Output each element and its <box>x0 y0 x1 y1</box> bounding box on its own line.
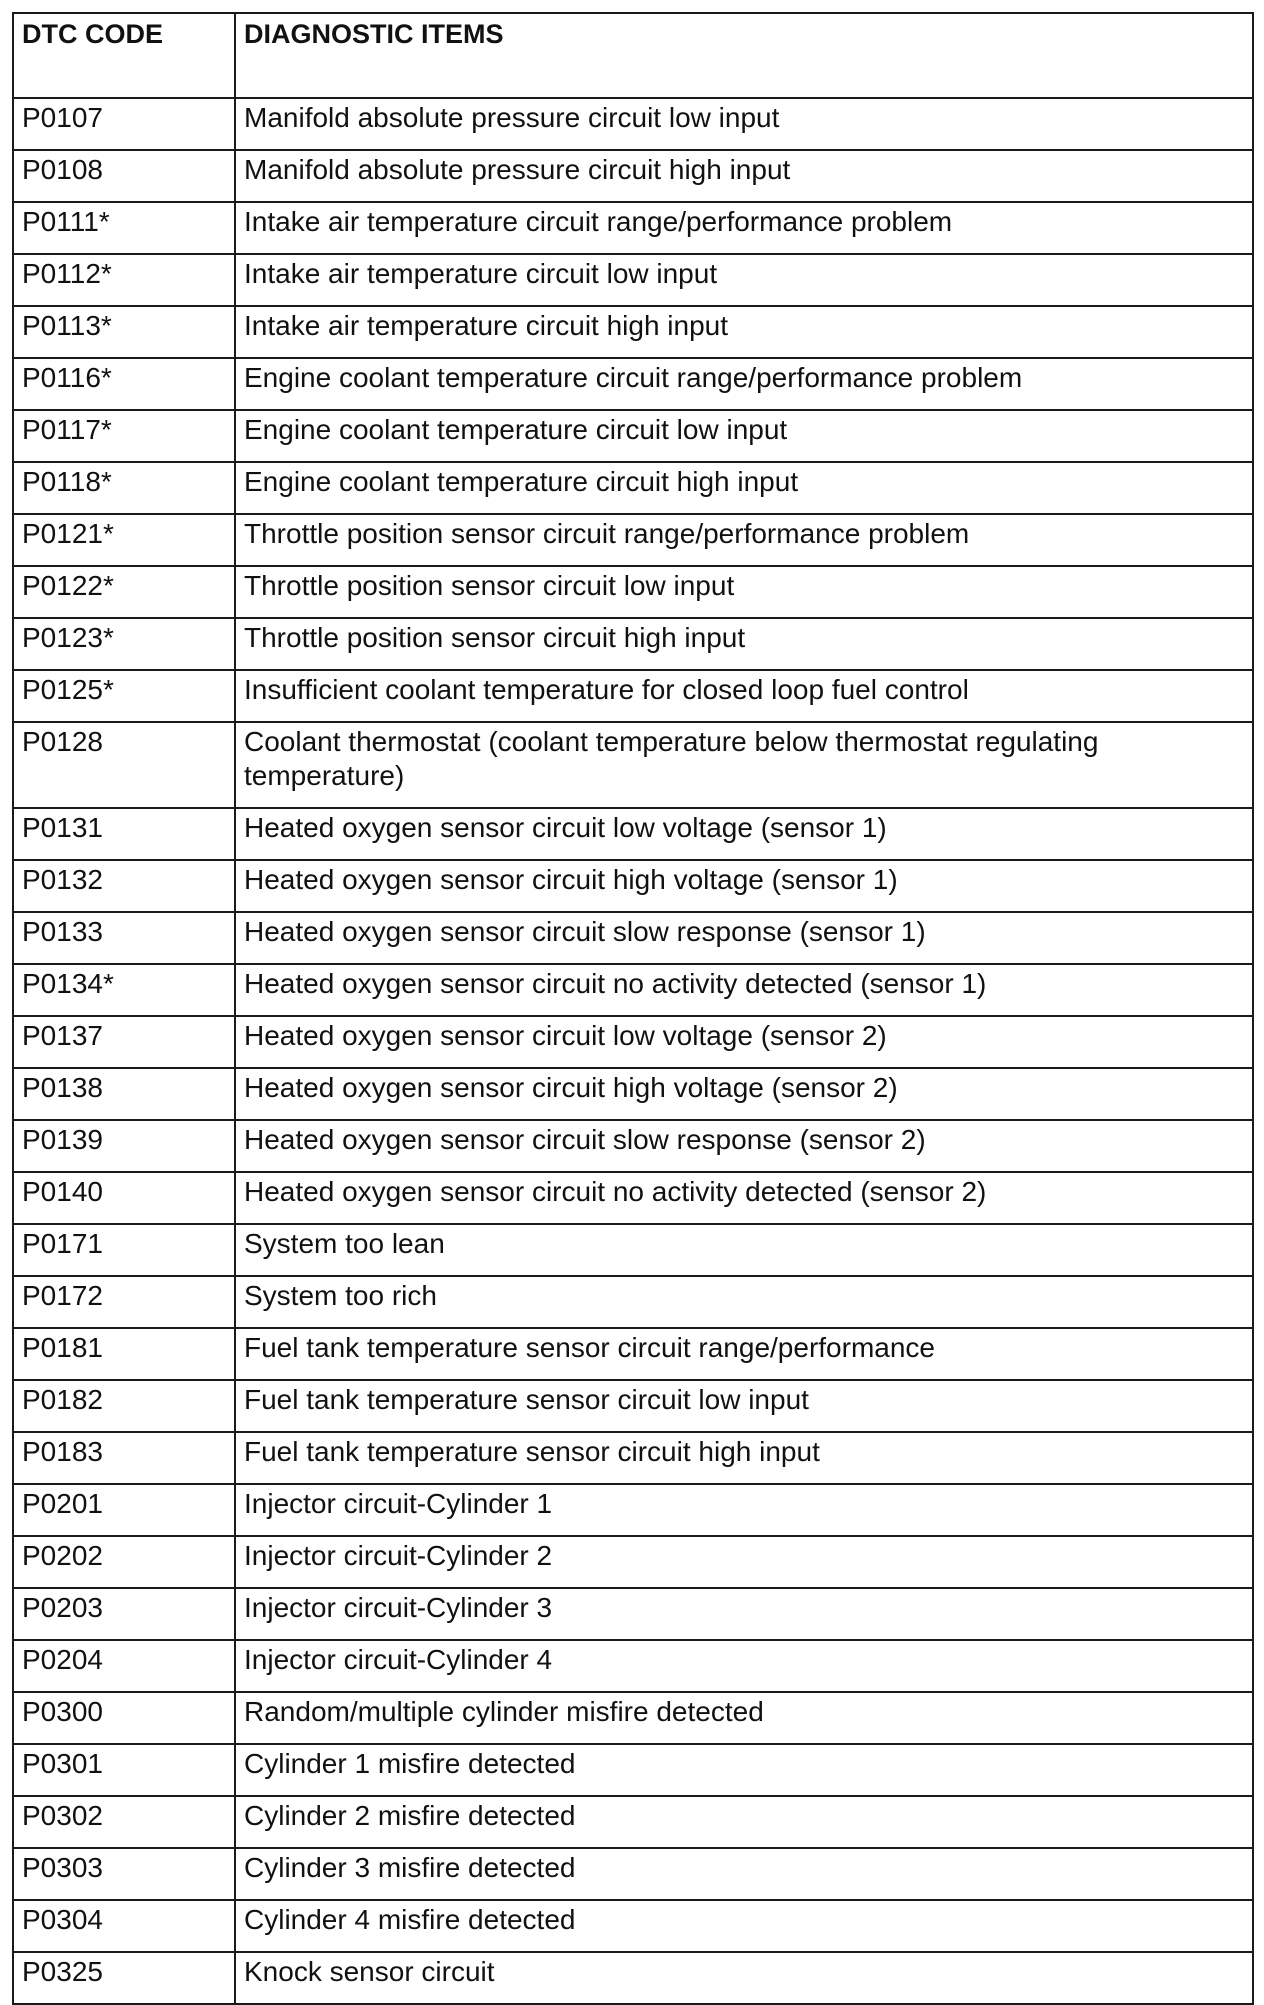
dtc-code-cell: P0140 <box>13 1172 235 1224</box>
diagnostic-item-cell: Fuel tank temperature sensor circuit low input <box>235 1380 1253 1432</box>
dtc-code-cell: P0118* <box>13 462 235 514</box>
diagnostic-item-cell: Coolant thermostat (coolant temperature below thermostat regulating temperature) <box>235 722 1253 808</box>
diagnostic-item-cell: Injector circuit-Cylinder 3 <box>235 1588 1253 1640</box>
dtc-code-cell: P0302 <box>13 1796 235 1848</box>
dtc-code-cell: P0182 <box>13 1380 235 1432</box>
table-row <box>13 1068 1253 1120</box>
dtc-code-cell: P0107 <box>13 98 235 150</box>
diagnostic-item-cell: Intake air temperature circuit low input <box>235 254 1253 306</box>
dtc-code-cell: P0122* <box>13 566 235 618</box>
table-row <box>13 1120 1253 1172</box>
table-row <box>13 1640 1253 1692</box>
diagnostic-item-cell: Cylinder 2 misfire detected <box>235 1796 1253 1848</box>
dtc-code-cell: P0116* <box>13 358 235 410</box>
dtc-table <box>12 12 1254 2005</box>
dtc-code-cell: P0132 <box>13 860 235 912</box>
diagnostic-item-cell: Injector circuit-Cylinder 4 <box>235 1640 1253 1692</box>
dtc-code-cell: P0301 <box>13 1744 235 1796</box>
table-row <box>13 202 1253 254</box>
table-row <box>13 1432 1253 1484</box>
diagnostic-item-cell: Cylinder 4 misfire detected <box>235 1900 1253 1952</box>
table-row <box>13 514 1253 566</box>
table-row <box>13 808 1253 860</box>
dtc-code-cell: P0203 <box>13 1588 235 1640</box>
table-row <box>13 358 1253 410</box>
diagnostic-item-cell: Insufficient coolant temperature for closed loop fuel control <box>235 670 1253 722</box>
dtc-code-cell: P0125* <box>13 670 235 722</box>
dtc-code-cell: P0201 <box>13 1484 235 1536</box>
dtc-code-cell: P0108 <box>13 150 235 202</box>
table-row <box>13 410 1253 462</box>
diagnostic-item-cell: Throttle position sensor circuit low input <box>235 566 1253 618</box>
diagnostic-item-cell: Fuel tank temperature sensor circuit range/performance <box>235 1328 1253 1380</box>
dtc-code-cell: P0128 <box>13 722 235 808</box>
diagnostic-item-cell: Injector circuit-Cylinder 1 <box>235 1484 1253 1536</box>
diagnostic-item-cell: Heated oxygen sensor circuit no activity detected (sensor 2) <box>235 1172 1253 1224</box>
diagnostic-item-cell: Random/multiple cylinder misfire detected <box>235 1692 1253 1744</box>
dtc-code-cell: P0304 <box>13 1900 235 1952</box>
header-dtc-code: DTC CODE <box>13 13 235 98</box>
table-row <box>13 1536 1253 1588</box>
table-row <box>13 1484 1253 1536</box>
diagnostic-item-cell: Cylinder 1 misfire detected <box>235 1744 1253 1796</box>
dtc-code-cell: P0138 <box>13 1068 235 1120</box>
dtc-code-cell: P0202 <box>13 1536 235 1588</box>
diagnostic-item-cell: Engine coolant temperature circuit low input <box>235 410 1253 462</box>
table-row <box>13 98 1253 150</box>
table-row <box>13 1744 1253 1796</box>
table-row <box>13 306 1253 358</box>
dtc-code-cell: P0139 <box>13 1120 235 1172</box>
dtc-code-cell: P0183 <box>13 1432 235 1484</box>
table-row <box>13 254 1253 306</box>
table-row <box>13 1692 1253 1744</box>
diagnostic-item-cell: Heated oxygen sensor circuit slow response (sensor 2) <box>235 1120 1253 1172</box>
table-row <box>13 1952 1253 2004</box>
diagnostic-item-cell: Heated oxygen sensor circuit high voltage (sensor 1) <box>235 860 1253 912</box>
table-row <box>13 912 1253 964</box>
dtc-code-cell: P0131 <box>13 808 235 860</box>
dtc-code-cell: P0172 <box>13 1276 235 1328</box>
table-row <box>13 1848 1253 1900</box>
table-row <box>13 1172 1253 1224</box>
dtc-code-cell: P0181 <box>13 1328 235 1380</box>
diagnostic-item-cell: System too lean <box>235 1224 1253 1276</box>
table-row <box>13 618 1253 670</box>
table-row <box>13 860 1253 912</box>
diagnostic-item-cell: System too rich <box>235 1276 1253 1328</box>
diagnostic-item-cell: Intake air temperature circuit high input <box>235 306 1253 358</box>
table-row <box>13 1328 1253 1380</box>
diagnostic-item-cell: Fuel tank temperature sensor circuit high input <box>235 1432 1253 1484</box>
diagnostic-item-cell: Throttle position sensor circuit range/performance problem <box>235 514 1253 566</box>
dtc-code-cell: P0123* <box>13 618 235 670</box>
diagnostic-item-cell: Manifold absolute pressure circuit high input <box>235 150 1253 202</box>
dtc-code-cell: P0117* <box>13 410 235 462</box>
table-row <box>13 1588 1253 1640</box>
table-row <box>13 1900 1253 1952</box>
diagnostic-item-cell: Heated oxygen sensor circuit low voltage (sensor 2) <box>235 1016 1253 1068</box>
diagnostic-item-cell: Engine coolant temperature circuit high input <box>235 462 1253 514</box>
table-row <box>13 1224 1253 1276</box>
dtc-code-cell: P0112* <box>13 254 235 306</box>
dtc-code-cell: P0325 <box>13 1952 235 2004</box>
diagnostic-item-cell: Throttle position sensor circuit high input <box>235 618 1253 670</box>
diagnostic-item-cell: Heated oxygen sensor circuit high voltage (sensor 2) <box>235 1068 1253 1120</box>
diagnostic-item-cell: Manifold absolute pressure circuit low input <box>235 98 1253 150</box>
table-row <box>13 566 1253 618</box>
diagnostic-item-cell: Intake air temperature circuit range/performance problem <box>235 202 1253 254</box>
table-body <box>13 98 1253 2004</box>
table-row <box>13 1276 1253 1328</box>
diagnostic-item-cell: Heated oxygen sensor circuit low voltage (sensor 1) <box>235 808 1253 860</box>
diagnostic-item-cell: Heated oxygen sensor circuit no activity detected (sensor 1) <box>235 964 1253 1016</box>
diagnostic-item-cell: Engine coolant temperature circuit range/performance problem <box>235 358 1253 410</box>
table-row <box>13 670 1253 722</box>
dtc-code-cell: P0171 <box>13 1224 235 1276</box>
dtc-code-cell: P0134* <box>13 964 235 1016</box>
dtc-code-cell: P0204 <box>13 1640 235 1692</box>
dtc-code-cell: P0137 <box>13 1016 235 1068</box>
dtc-code-cell: P0121* <box>13 514 235 566</box>
diagnostic-item-cell: Heated oxygen sensor circuit slow response (sensor 1) <box>235 912 1253 964</box>
table-row <box>13 1016 1253 1068</box>
diagnostic-item-cell: Cylinder 3 misfire detected <box>235 1848 1253 1900</box>
table-row <box>13 150 1253 202</box>
table-header-row <box>13 13 1253 98</box>
dtc-code-cell: P0300 <box>13 1692 235 1744</box>
table-row <box>13 1380 1253 1432</box>
dtc-code-cell: P0133 <box>13 912 235 964</box>
dtc-code-cell: P0111* <box>13 202 235 254</box>
diagnostic-item-cell: Injector circuit-Cylinder 2 <box>235 1536 1253 1588</box>
dtc-code-cell: P0113* <box>13 306 235 358</box>
dtc-code-cell: P0303 <box>13 1848 235 1900</box>
table-row <box>13 964 1253 1016</box>
table-row <box>13 722 1253 808</box>
diagnostic-item-cell: Knock sensor circuit <box>235 1952 1253 2004</box>
table-row <box>13 462 1253 514</box>
table-row <box>13 1796 1253 1848</box>
header-diagnostic-items: DIAGNOSTIC ITEMS <box>235 13 1253 98</box>
